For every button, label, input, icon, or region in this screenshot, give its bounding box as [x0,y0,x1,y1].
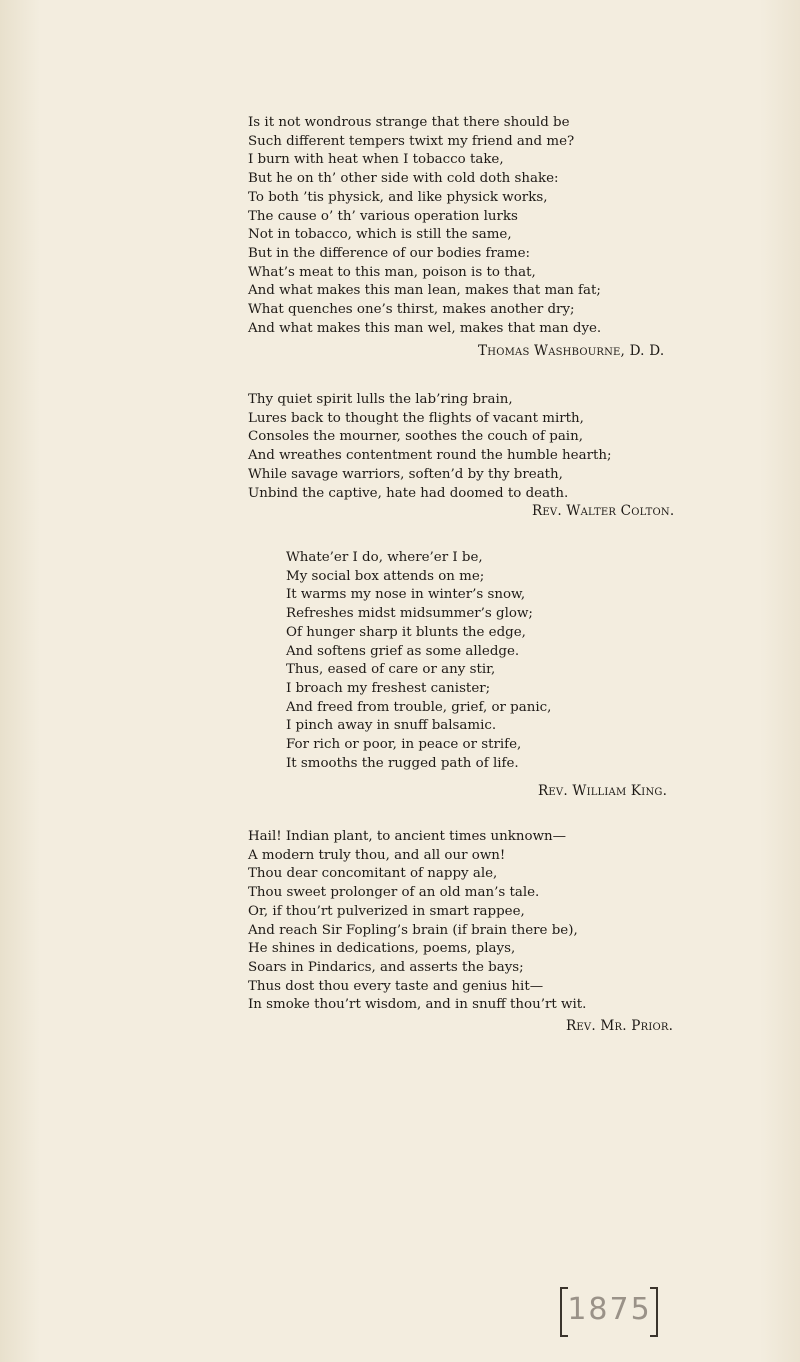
poem-line: I broach my freshest canister; [286,680,491,696]
attribution-text: Rev. Mr. Prior. [566,1018,674,1034]
poem-line: Thou dear concomitant of nappy ale, [248,866,498,882]
poem-line: To both ’tis physick, and like physick works, [248,189,548,205]
poem-line: He shines in dedications, poems, plays, [248,941,516,957]
poem-colton [248,391,612,503]
poem-line: Thy quiet spirit lulls the lab’ring brain, [248,392,513,407]
poem-line: Not in tobacco, which is still the same, [248,227,512,243]
poem-line: And reach Sir Fopling’s brain (if brain there be), [248,922,578,938]
attribution-washbourne [478,343,664,359]
attribution-text: Rev. William King. [538,783,668,799]
poem-line: Lures back to thought the flights of vacant mirth, [248,410,584,426]
poem-line: And freed from trouble, grief, or panic, [286,699,552,715]
poem-line: I pinch away in snuff balsamic. [286,718,497,734]
poem-king [286,549,551,773]
poem-line: Unbind the captive, hate had doomed to death. [248,485,569,501]
poem-line: Soars in Pindarics, and asserts the bays; [248,959,524,975]
poem-line: But he on th’ other side with cold doth shake: [248,171,559,187]
poem-line: Is it not wondrous strange that there should be [248,115,570,130]
poem-line: It smooths the rugged path of life. [286,755,519,771]
poem-line: Or, if thou’rt pulverized in smart rappee, [248,903,525,919]
poem-line: Whate’er I do, where’er I be, [286,550,483,565]
poem-line: And what makes this man wel, makes that man dye. [248,320,602,336]
poem-line: Such different tempers twixt my friend and me? [248,133,575,149]
poem-line: Thus, eased of care or any stir, [286,662,496,678]
poem-line: It warms my nose in winter’s snow, [286,587,526,603]
poem-line: Of hunger sharp it blunts the edge, [286,624,526,640]
poem-line: In smoke thou’rt wisdom, and in snuff thou’rt wit. [248,997,587,1013]
poem-line: Refreshes midst midsummer’s glow; [286,606,533,622]
poem-line: The cause o’ th’ various operation lurks [248,208,518,224]
poem-line: Consoles the mourner, soothes the couch of pain, [248,429,583,445]
poem-line: Thou sweet prolonger of an old man’s tale. [248,885,540,901]
poem-line: My social box attends on me; [286,568,485,584]
poem-line: For rich or poor, in peace or strife, [286,737,522,753]
poem-line: What quenches one’s thirst, makes another dry; [248,302,575,318]
poem-line: Thus dost thou every taste and genius hit— [248,978,544,994]
poem-line: And wreathes contentment round the humble hearth; [248,448,612,464]
page-stamp: 1875 [567,1292,652,1327]
poem-line: While savage warriors, soften’d by thy breath, [248,466,563,482]
poem-line: And what makes this man lean, makes that man fat; [248,283,601,299]
poem-line: And softens grief as some alledge. [286,643,520,659]
attribution-prior [566,1018,673,1034]
poem-line: Hail! Indian plant, to ancient times unknown— [248,829,567,844]
attribution-text: Rev. Walter Colton. [532,503,675,519]
attribution-text: Thomas Washbourne, D. D. [478,343,665,359]
attribution-colton [532,503,674,519]
poem-line: A modern truly thou, and all our own! [248,847,506,863]
attribution-king [538,783,667,799]
poem-line: What’s meat to this man, poison is to that, [248,264,536,280]
poem-line: I burn with heat when I tobacco take, [248,152,504,168]
poem-prior [248,828,586,1015]
poem-line: But in the difference of our bodies frame: [248,245,531,261]
poem-washbourne [248,114,601,338]
